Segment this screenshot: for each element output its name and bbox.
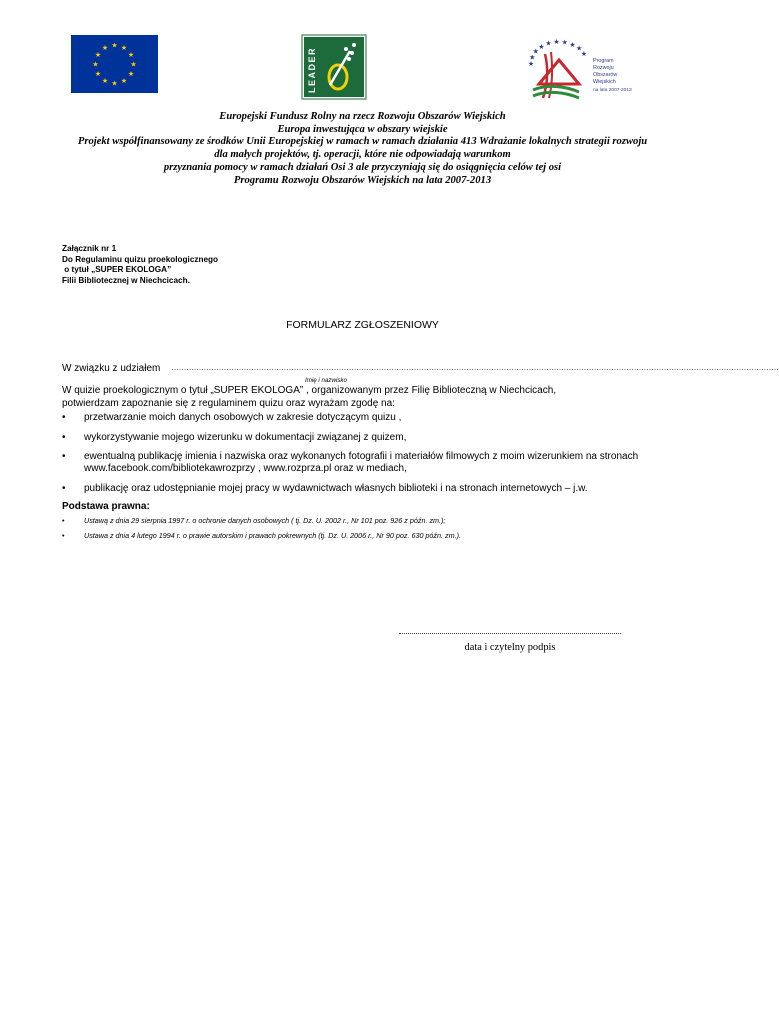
name-hint: Imię i nazwisko — [305, 377, 347, 384]
prow-text-4: Wiejskich — [593, 79, 616, 85]
legal-text: Ustawą z dnia 29 sierpnia 1997 r. o ochronie danych osobowych ( tj. Dz. U. 2002 r., Nr 101 poz. 926 z późn. zm.); — [84, 516, 446, 525]
prow-star-icon: ★ — [580, 50, 588, 59]
annex-line-2: Do Regulaminu quizu proekologicznego — [62, 254, 219, 264]
prow-star-icon: ★ — [532, 47, 539, 56]
statement-line-2: potwierdzam zapoznanie się z regulaminem quizu oraz wyrażam zgodę na: — [62, 398, 395, 409]
prow-logo — [519, 38, 632, 102]
header-line-2: Europa inwestująca w obszary wiejskie — [277, 123, 448, 135]
header-line-1: Europejski Fundusz Rolny na rzecz Rozwoju Obszarów Wiejskich — [219, 111, 506, 122]
eu-star-icon: ★ — [101, 76, 109, 85]
consent-text: przetwarzanie moich danych osobowych w zakresie dotyczącym quizu , — [84, 412, 402, 423]
header-line-4: dla małych projektów, tj. operacji, które nie odpowiadają warunkom — [214, 149, 511, 161]
signature-field[interactable] — [399, 633, 621, 634]
consent-text: wykorzystywanie mojego wizerunku w dokumentacji związanej z quizem, — [84, 432, 407, 443]
eu-star-icon: ★ — [127, 51, 135, 59]
bullet-icon: • — [62, 451, 66, 462]
leader-text: LEADER — [307, 46, 317, 93]
leader-logo — [302, 35, 366, 99]
statement-line-1: W quizie proekologicznym o tytuł „SUPER EKOLOGA” , organizowanym przez Filię Biblioteczną w Niechcicach, — [62, 385, 557, 396]
eu-star-icon: ★ — [94, 51, 102, 59]
eu-flag-icon — [71, 35, 158, 93]
legal-text: Ustawa z dnia 4 lutego 1994 r. o prawie autorskim i prawach pokrewnych (tj. Dz. U. 2006 r., Nr 90 poz. 630 późn. zm.). — [84, 531, 461, 540]
list-item — [62, 451, 682, 463]
header-line-6: Programu Rozwoju Obszarów Wiejskich na lata 2007-2013 — [233, 174, 492, 186]
bullet-icon: • — [62, 432, 66, 443]
eu-star-icon: ★ — [130, 60, 137, 69]
annex-line-4: Filii Bibliotecznej w Niechcicach. — [62, 276, 190, 286]
prow-text-1: Program — [593, 58, 614, 64]
participation-label: W związku z udziałem — [62, 363, 161, 374]
legal-basis-title: Podstawa prawna: — [62, 501, 150, 512]
header-line-5: przyznania pomocy w ramach działań Osi 3 ale przyczyniają się do osiągnięcia celów tej osi — [163, 161, 562, 173]
eu-star-icon: ★ — [120, 76, 128, 85]
prow-star-icon: ★ — [527, 60, 535, 68]
form-title: FORMULARZ ZGŁOSZENIOWY — [286, 319, 439, 331]
prow-text-3: Obszarów — [593, 72, 618, 78]
funding-header — [40, 111, 685, 187]
consent-text: ewentualną publikację imienia i nazwiska oraz wykonanych fotografii i materiałów filmowych z moim wizerunkiem na stronach — [84, 451, 639, 462]
annex-note — [62, 244, 218, 287]
bullet-icon: • — [62, 483, 66, 494]
bullet-icon: • — [62, 516, 65, 525]
list-item — [62, 531, 662, 541]
list-item — [62, 516, 662, 526]
list-item — [62, 432, 662, 444]
list-item — [62, 483, 682, 495]
prow-star-icon: ★ — [553, 38, 560, 47]
prow-star-icon: ★ — [561, 38, 568, 47]
list-item — [62, 412, 662, 424]
prow-star-icon: ★ — [569, 40, 576, 49]
prow-star-icon: ★ — [529, 53, 536, 62]
eu-star-icon: ★ — [92, 60, 99, 69]
consent-text: publikację oraz udostępnianie mojej pracy w wydawnictwach własnych biblioteki i na stronach internetowych – j.w. — [84, 483, 588, 494]
eu-star-icon: ★ — [101, 44, 109, 53]
annex-line-3: o tytuł „SUPER EKOLOGA” — [62, 265, 172, 275]
prow-text-2: Rozwoju — [593, 65, 614, 71]
eu-star-icon: ★ — [94, 70, 102, 78]
consent-text-continued: www.facebook.com/bibliotekawrozprzy , www.rozprza.pl oraz w mediach, — [84, 463, 407, 474]
bullet-icon: • — [62, 412, 66, 423]
header-line-3: Projekt współfinansowany ze środków Unii Europejskiej w ramach w ramach działania 413 Wdrażanie lokalnych strategii rozwoju — [77, 136, 648, 148]
prow-text-5: na lata 2007-2013 — [593, 88, 632, 93]
signature-label: data i czytelny podpis — [464, 642, 556, 653]
annex-line-1: Załącznik nr 1 — [62, 244, 117, 253]
prow-star-icon: ★ — [538, 42, 545, 51]
eu-star-icon: ★ — [111, 41, 118, 50]
prow-star-icon: ★ — [576, 44, 583, 53]
prow-star-icon: ★ — [545, 39, 552, 48]
bullet-icon: • — [62, 531, 65, 540]
eu-star-icon: ★ — [120, 44, 128, 53]
eu-star-icon: ★ — [111, 79, 118, 88]
name-field[interactable]: ……………………………………………………………………………………………………………………………………………………………………………………………………………………… — [171, 363, 779, 372]
eu-star-icon: ★ — [127, 70, 135, 78]
